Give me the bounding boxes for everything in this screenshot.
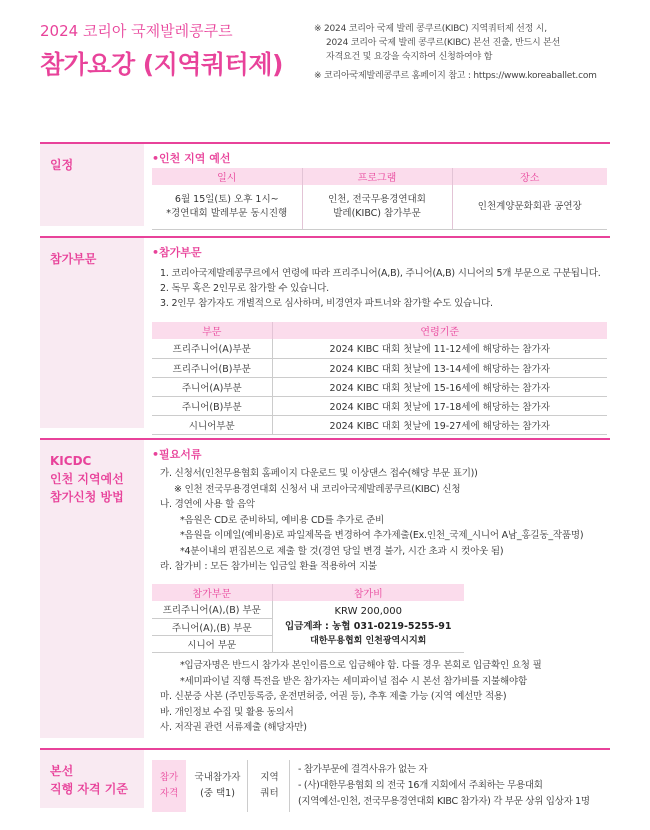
table-row	[152, 358, 607, 377]
fee-account: 입금계좌 : 농협 031-0219-5255-91	[284, 620, 452, 632]
schedule-table	[152, 168, 607, 230]
page-title: 참가요강 (지역쿼터제)	[40, 50, 283, 79]
eligibility-sidebar	[40, 750, 144, 808]
fee-division-cell: 주니어(A),(B) 부문	[152, 618, 272, 635]
eligibility-header-cell	[152, 760, 186, 812]
eligibility-header-line: 참가	[159, 772, 179, 783]
schedule-venue: 인천계양문화회관 공연장	[452, 185, 607, 229]
list-item: 3. 2인무 참가자도 개별적으로 심사하며, 비경연자 파트너와 참가할 수도 있습니다.	[160, 298, 493, 309]
list-item: *음원을 이메일(예비용)로 파일제목을 변경하여 추가제출(Ex.인천_국제_시니어 A남_홍길동_작품명)	[180, 530, 584, 541]
division-cell: 주니어(B)부분	[152, 396, 272, 415]
eligibility-participant-line: (중 택1)	[200, 788, 235, 799]
application-content	[152, 446, 610, 738]
eligibility-quota-line: 쿼터	[260, 788, 279, 799]
list-item: 2. 독무 혹은 2인무로 참가할 수 있습니다.	[160, 283, 329, 294]
table-row	[152, 339, 607, 358]
application-sidebar	[40, 440, 144, 738]
fee-table	[152, 584, 464, 653]
eligibility-criteria-cell	[298, 760, 610, 812]
note-line-homepage: ※ 코리아국제발레콩쿠르 홈페이지 참고 : https://www.koreaballet.com	[314, 71, 597, 81]
application-label-line: 참가신청 방법	[50, 490, 124, 504]
application-section	[40, 438, 610, 738]
fee-division-cell: 시니어 부문	[152, 635, 272, 652]
col-header-age: 연령기준	[272, 322, 607, 339]
eligibility-criterion: (지역예선-인천, 전국무용경연대회 KIBC 참가자) 각 부문 상위 입상자 1명	[298, 796, 590, 807]
schedule-heading: • 인천 지역 예선	[152, 150, 610, 166]
division-cell: 프리주니어(B)부분	[152, 358, 272, 377]
age-cell: 2024 KIBC 대회 첫날에 11-12세에 해당하는 참가자	[272, 339, 607, 358]
table-row	[152, 601, 464, 618]
header-notes	[314, 22, 626, 83]
age-cell: 2024 KIBC 대회 첫날에 17-18세에 해당하는 참가자	[272, 396, 607, 415]
col-header-division: 부문	[152, 322, 272, 339]
list-item: 나. 경연에 사용 할 음악	[160, 499, 255, 510]
divisions-label: 참가부문	[50, 252, 97, 266]
eligibility-participant-cell	[188, 760, 248, 812]
age-cell: 2024 KIBC 대회 첫날에 15-16세에 해당하는 참가자	[272, 377, 607, 396]
application-label-line: KICDC	[50, 454, 92, 468]
fee-division-cell: 프리주니어(A),(B) 부문	[152, 601, 272, 618]
eligibility-participant-line: 국내참가자	[194, 772, 241, 783]
list-item: *세미파이널 직행 특전을 받은 참가자는 세미파이널 접수 시 본선 참가비를 지불해야함	[180, 675, 527, 687]
col-header-date: 일시	[152, 168, 302, 185]
fee-amount: KRW 200,000	[334, 605, 403, 617]
application-label-line: 인천 지역예선	[50, 472, 124, 486]
eligibility-quota-cell	[250, 760, 290, 812]
documents-heading: • 필요서류	[152, 446, 610, 462]
divisions-table	[152, 322, 607, 435]
note-line: ※ 2024 코리아 국제 발레 콩쿠르(KIBC) 지역쿼터제 선정 시,	[314, 24, 547, 34]
eligibility-quota-line: 지역	[260, 772, 279, 783]
col-header-fee-division: 참가부문	[152, 584, 272, 601]
schedule-label: 일정	[50, 158, 74, 172]
col-header-venue: 장소	[452, 168, 607, 185]
list-item: *음원은 CD로 준비하되, 예비용 CD를 추가로 준비	[180, 514, 384, 526]
list-item: *입금자명은 반드시 참가자 본인이름으로 입금해야 함. 다를 경우 본회로 입금확인 요청 필	[180, 660, 542, 671]
schedule-date: 6월 15일(토) 오후 1시~	[174, 193, 279, 205]
schedule-program-sub: 발레(KIBC) 참가부문	[333, 207, 421, 219]
header-subtitle: 2024 코리아 국제발레콩쿠르	[40, 22, 233, 40]
schedule-program: 인천, 전국무용경연대회	[328, 193, 426, 205]
schedule-sidebar	[40, 144, 144, 226]
schedule-date-note: *경연대회 발레부문 동시진행	[166, 207, 288, 219]
fee-account-holder: 대한무용협회 인천광역시지회	[310, 635, 427, 646]
note-line: 자격요건 및 요강을 숙지하여 신청하여야 함	[326, 52, 493, 62]
col-header-fee: 참가비	[272, 584, 464, 601]
schedule-date-cell	[152, 185, 302, 229]
eligibility-content	[152, 756, 610, 808]
fee-detail-cell	[272, 601, 464, 652]
table-row	[152, 185, 607, 229]
list-item: 1. 코리아국제발레콩쿠르에서 연령에 따라 프리주니어(A,B), 주니어(A,B) 시니어의 5개 부문으로 구분됩니다.	[160, 268, 601, 279]
eligibility-header-line: 자격	[159, 788, 179, 799]
schedule-program-cell	[302, 185, 452, 229]
age-cell: 2024 KIBC 대회 첫날에 19-27세에 해당하는 참가자	[272, 415, 607, 434]
eligibility-criterion: - (사)대한무용협회 의 전국 16개 지회에서 주최하는 무용대회	[298, 780, 543, 791]
list-item: *4분이내의 편집본으로 제출 할 것(경연 당일 변경 불가, 시간 초과 시 컷아웃 됨)	[180, 545, 504, 557]
schedule-content	[152, 150, 610, 226]
documents-list	[160, 466, 583, 575]
eligibility-section	[40, 748, 610, 808]
eligibility-label-line: 본선	[50, 764, 74, 778]
list-item: ※ 인천 전국무용경연대회 신청서 내 코리아국제발레콩쿠르(KIBC) 신청	[174, 483, 461, 495]
division-cell: 시니어부분	[152, 415, 272, 434]
divisions-content	[152, 244, 610, 432]
col-header-program: 프로그램	[302, 168, 452, 185]
division-cell: 프리주니어(A)부분	[152, 339, 272, 358]
list-item: 라. 참가비 : 모든 참가비는 입금일 환율 적용하여 지불	[160, 561, 377, 572]
division-cell: 주니어(A)부분	[152, 377, 272, 396]
list-item: 사. 저작권 관련 서류제출 (해당자만)	[160, 722, 307, 733]
table-row	[152, 415, 607, 434]
note-line: 2024 코리아 국제 발레 콩쿠르(KIBC) 본선 진출, 반드시 본선	[326, 38, 561, 48]
page-header	[40, 18, 620, 88]
eligibility-label-line: 직행 자격 기준	[50, 782, 128, 796]
documents-list-continued	[160, 658, 542, 736]
divisions-section	[40, 236, 610, 432]
divisions-list	[160, 266, 601, 311]
table-row	[152, 396, 607, 415]
age-cell: 2024 KIBC 대회 첫날에 13-14세에 해당하는 참가자	[272, 358, 607, 377]
schedule-section	[40, 142, 610, 226]
list-item: 바. 개인정보 수집 및 활용 동의서	[160, 706, 294, 718]
divisions-sidebar	[40, 238, 144, 428]
list-item: 가. 신청서(인천무용협회 홈페이지 다운로드 및 이상댄스 접수(해당 부문 표기))	[160, 468, 478, 479]
divisions-heading: • 참가부문	[152, 244, 610, 260]
table-row	[152, 377, 607, 396]
eligibility-criterion: - 참가부문에 결격사유가 없는 자	[298, 764, 428, 775]
list-item: 마. 신분증 사본 (주민등록증, 운전면허증, 여권 등), 추후 제출 가능 (지역 예선만 적용)	[160, 691, 507, 702]
